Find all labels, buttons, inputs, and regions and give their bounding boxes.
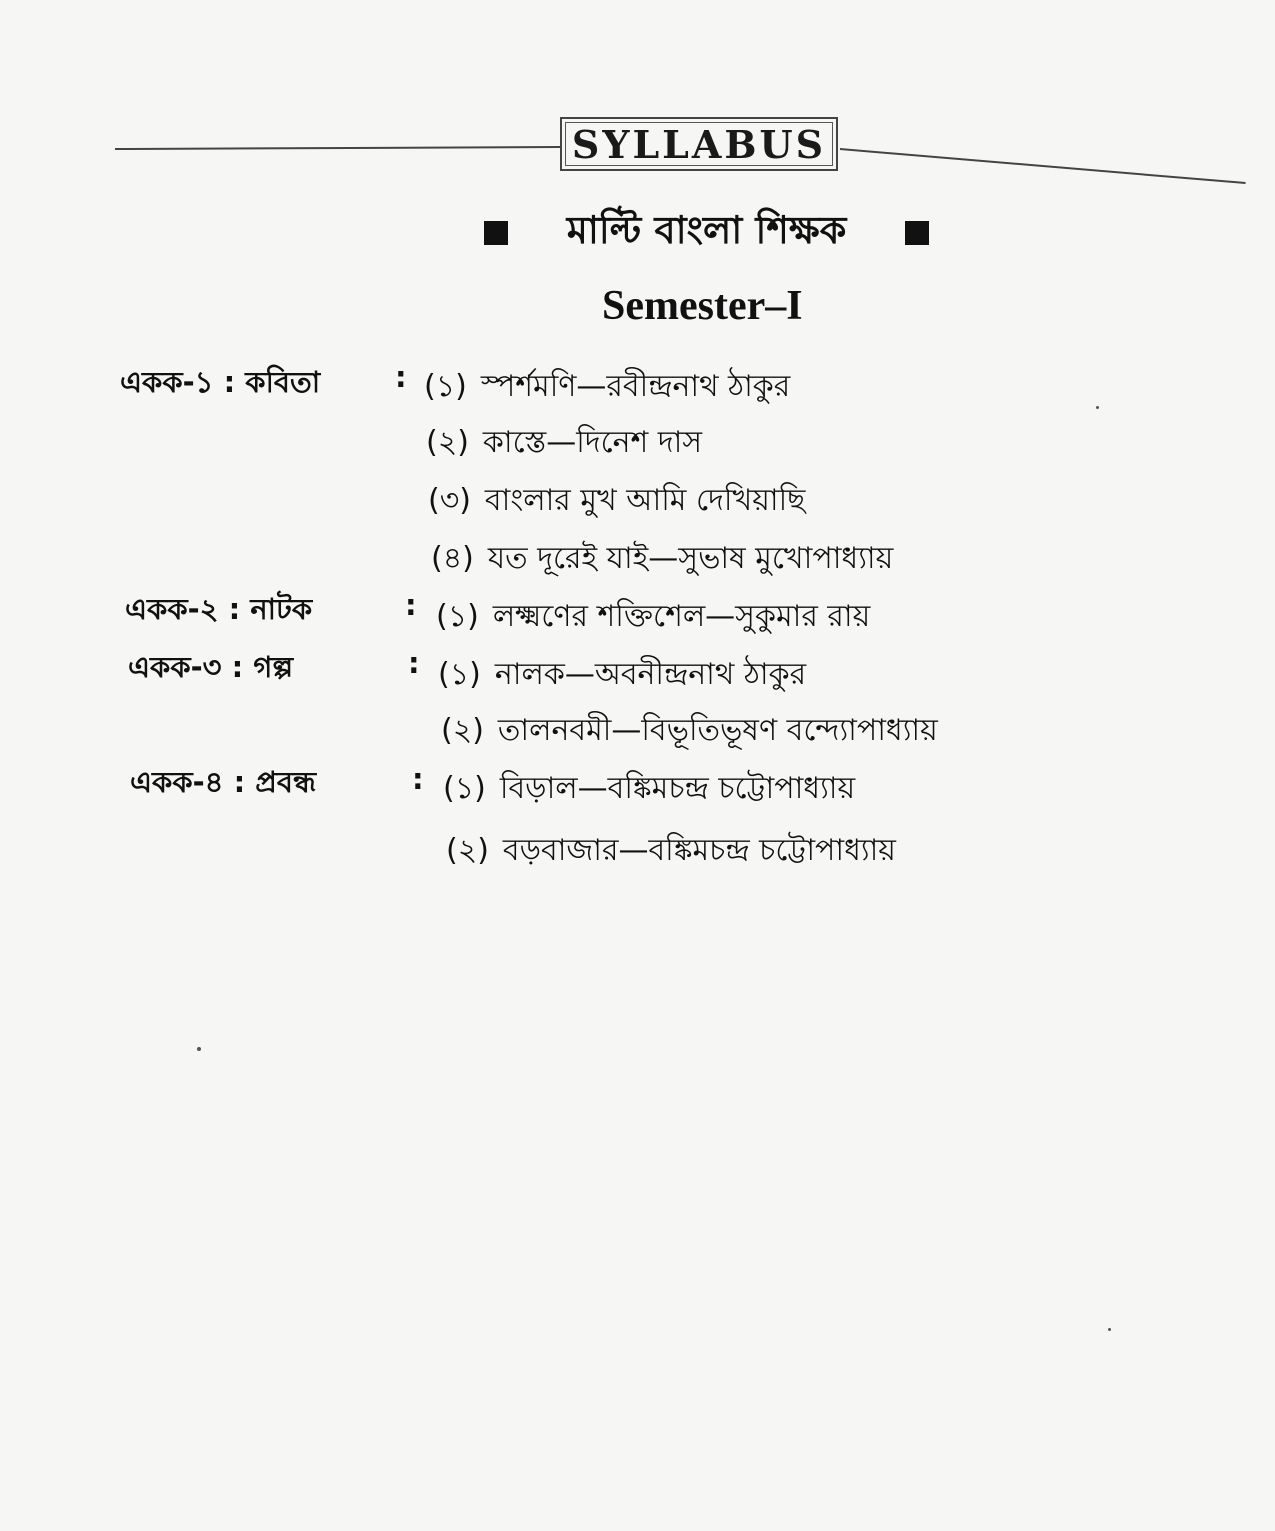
item-number: (১) bbox=[436, 599, 479, 634]
unit-colon: : bbox=[395, 360, 407, 394]
list-item bbox=[426, 418, 702, 469]
item-text: কাস্তে—দিনেশ দাস bbox=[482, 425, 703, 460]
syllabus-title: SYLLABUS bbox=[571, 121, 827, 167]
item-number: (১) bbox=[424, 369, 467, 404]
item-number: (২) bbox=[426, 425, 469, 460]
header-rule-left bbox=[115, 146, 560, 150]
item-number: (৪) bbox=[431, 541, 474, 576]
item-text: বাংলার মুখ আমি দেখিয়াছি bbox=[484, 483, 806, 518]
course-heading bbox=[484, 205, 929, 261]
item-number: (১) bbox=[438, 657, 481, 692]
list-item bbox=[446, 826, 896, 877]
square-bullet-icon bbox=[484, 221, 508, 245]
list-item bbox=[438, 650, 806, 701]
list-item bbox=[441, 706, 938, 757]
item-text: বড়বাজার—বঙ্কিমচন্দ্র চট্টোপাধ্যায় bbox=[502, 833, 896, 868]
list-item bbox=[428, 476, 805, 527]
list-item bbox=[424, 362, 790, 413]
item-text: স্পর্শমণি—রবীন্দ্রনাথ ঠাকুর bbox=[480, 369, 791, 404]
unit-label: একক-২ : নাটক bbox=[125, 592, 313, 626]
unit-colon: : bbox=[405, 588, 417, 622]
item-text: নালক—অবনীন্দ্রনাথ ঠাকুর bbox=[494, 657, 807, 692]
header-rule-right bbox=[840, 148, 1246, 184]
item-number: (৩) bbox=[428, 483, 471, 518]
unit-colon: : bbox=[408, 646, 420, 680]
item-text: বিড়াল—বঙ্কিমচন্দ্র চট্টোপাধ্যায় bbox=[499, 771, 856, 806]
item-text: যত দূরেই যাই—সুভাষ মুখোপাধ্যায় bbox=[487, 541, 894, 576]
unit-label: একক-৪ : প্রবন্ধ bbox=[130, 765, 317, 799]
unit-label: একক-৩ : গল্প bbox=[128, 650, 294, 684]
course-title: মাল্টি বাংলা শিক্ষক bbox=[566, 208, 847, 252]
list-item bbox=[443, 764, 855, 815]
item-text: তালনবমী—বিভূতিভূষণ বন্দ্যোপাধ্যায় bbox=[497, 713, 938, 748]
list-item bbox=[436, 592, 870, 643]
list-item bbox=[431, 534, 893, 585]
item-number: (১) bbox=[443, 771, 486, 806]
paper-speck bbox=[1108, 1328, 1111, 1331]
item-text: লক্ষ্মণের শক্তিশেল—সুকুমার রায় bbox=[492, 599, 871, 634]
paper-speck bbox=[1096, 406, 1099, 409]
unit-colon: : bbox=[412, 762, 424, 796]
unit-label: একক-১ : কবিতা bbox=[120, 365, 321, 399]
item-number: (২) bbox=[441, 713, 484, 748]
syllabus-title-box bbox=[560, 117, 838, 171]
paper-speck bbox=[197, 1047, 201, 1051]
square-bullet-icon bbox=[905, 221, 929, 245]
item-number: (২) bbox=[446, 833, 489, 868]
semester-title: Semester–I bbox=[602, 283, 803, 329]
